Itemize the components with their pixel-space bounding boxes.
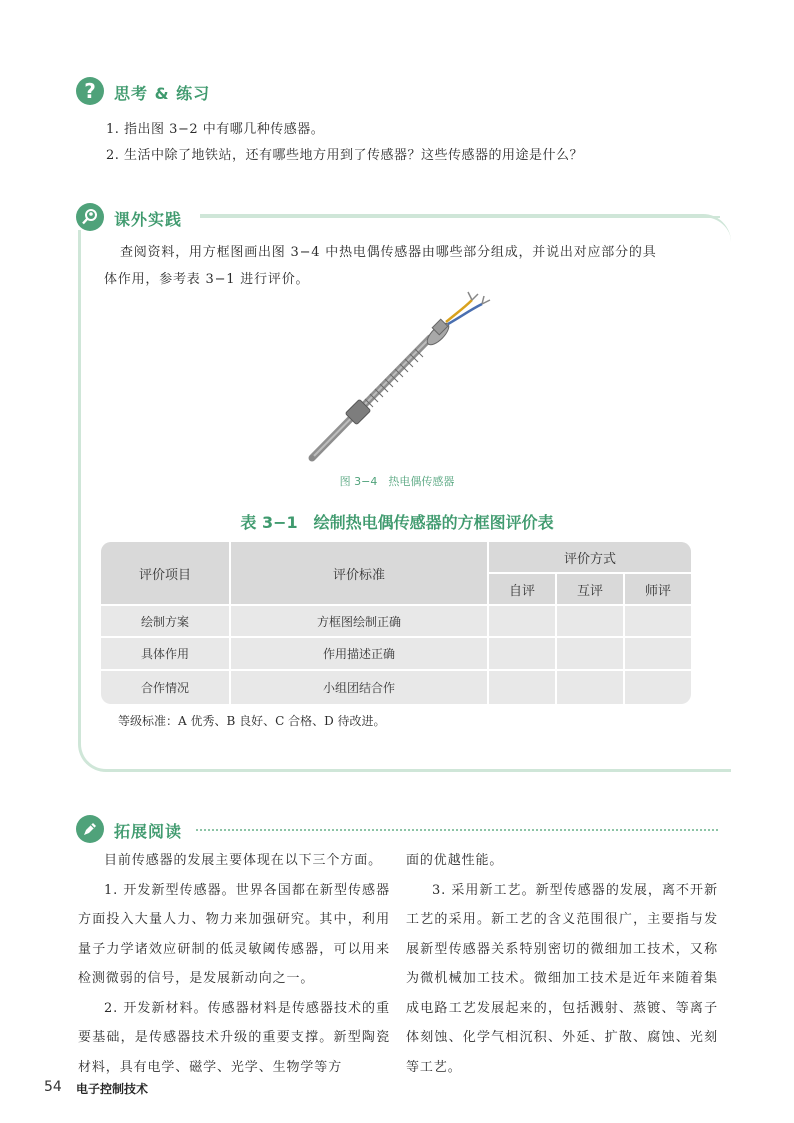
figure-caption: 图 3−4 热电偶传感器 bbox=[339, 475, 455, 488]
think-question-2: 2. 生活中除了地铁站，还有哪些地方用到了传感器？这些传感器的用途是什么？ bbox=[106, 148, 584, 163]
thermocouple-sensor-image bbox=[300, 286, 500, 466]
pencil-icon bbox=[76, 815, 104, 843]
header-item: 评价项目 bbox=[101, 542, 231, 606]
reading-right-column bbox=[406, 846, 718, 1082]
row-1-self bbox=[489, 606, 557, 638]
header-peer: 互评 bbox=[557, 574, 625, 606]
row-1-teacher bbox=[625, 606, 691, 638]
reading-right-paragraph: 3. 采用新工艺。新型传感器的发展，离不开新工艺的采用。新工艺的含义范围很广，主要指与发展新型传感器关系特别密切的微细加工技术，又称为微机械加工技术。微细加工技术是近年来随着集成电路工艺发展起来的，包括溅射、蒸镀、等离子体刻蚀、化学气相沉积、外延、扩散、腐蚀、光刻等工艺。 bbox=[406, 882, 718, 1075]
row-1-standard: 方框图绘制正确 bbox=[231, 606, 489, 638]
header-method: 评价方式 bbox=[489, 542, 691, 574]
row-3-item: 合作情况 bbox=[101, 671, 231, 704]
reading-left-paragraph: 1. 开发新型传感器。世界各国都在新型传感器方面投入大量人力、物力来加强研究。其中，利用量子力学诸效应研制的低灵敏阈传感器，可以用来检测微弱的信号，是发展新动向之一。 bbox=[78, 882, 390, 986]
reading-section-title: 拓展阅读 bbox=[114, 822, 183, 841]
practice-header-rule bbox=[200, 216, 720, 218]
reading-header-rule bbox=[196, 829, 718, 831]
row-3-teacher bbox=[625, 671, 691, 704]
header-standard: 评价标准 bbox=[231, 542, 489, 606]
reading-right-paragraph: 面的优越性能。 bbox=[406, 853, 504, 868]
row-2-item: 具体作用 bbox=[101, 638, 231, 671]
book-title: 电子控制技术 bbox=[76, 1082, 149, 1096]
reading-left-column bbox=[78, 846, 390, 1082]
page-number: 54 bbox=[44, 1079, 62, 1095]
row-2-standard: 作用描述正确 bbox=[231, 638, 489, 671]
row-2-teacher bbox=[625, 638, 691, 671]
row-3-standard: 小组团结合作 bbox=[231, 671, 489, 704]
evaluation-table bbox=[101, 542, 691, 704]
table-title: 表 3−1 绘制热电偶传感器的方框图评价表 bbox=[240, 513, 554, 532]
row-1-item: 绘制方案 bbox=[101, 606, 231, 638]
header-teacher: 师评 bbox=[625, 574, 691, 606]
row-2-peer bbox=[557, 638, 625, 671]
practice-text-line-1: 查阅资料，用方框图画出图 3−4 中热电偶传感器由哪些部分组成，并说出对应部分的具 bbox=[120, 245, 657, 260]
practice-text-line-2: 体作用，参考表 3−1 进行评价。 bbox=[104, 272, 310, 287]
think-section-title: 思考 & 练习 bbox=[114, 84, 211, 103]
reading-left-paragraph: 目前传感器的发展主要体现在以下三个方面。 bbox=[104, 853, 383, 868]
practice-section-title: 课外实践 bbox=[114, 210, 183, 229]
grade-note: 等级标准：A 优秀、B 良好、C 合格、D 待改进。 bbox=[118, 714, 386, 728]
question-icon: ? bbox=[76, 77, 104, 105]
row-3-peer bbox=[557, 671, 625, 704]
reading-left-paragraph: 2. 开发新材料。传感器材料是传感器技术的重要基础，是传感器技术升级的重要支撑。新型陶瓷材料，具有电学、磁学、光学、生物学等方 bbox=[78, 1000, 390, 1075]
row-2-self bbox=[489, 638, 557, 671]
magnifier-person-icon bbox=[76, 203, 104, 231]
row-1-peer bbox=[557, 606, 625, 638]
row-3-self bbox=[489, 671, 557, 704]
header-self: 自评 bbox=[489, 574, 557, 606]
think-question-1: 1. 指出图 3−2 中有哪几种传感器。 bbox=[106, 122, 325, 137]
